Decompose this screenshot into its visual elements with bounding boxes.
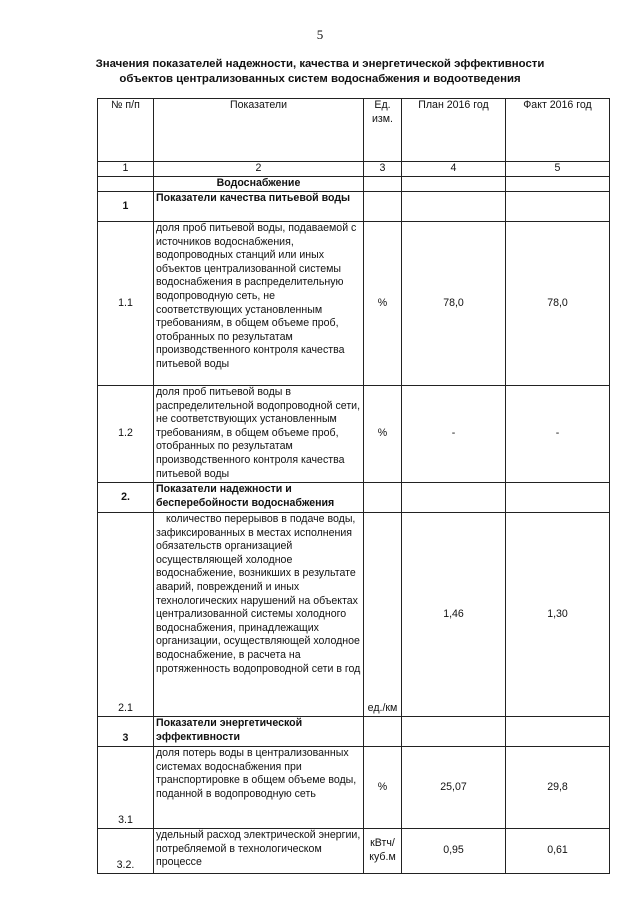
title-line-2: объектов централизованных систем водоснабжения и водоотведения xyxy=(119,73,521,85)
row-plan: 1,46 xyxy=(402,513,506,717)
row-unit: кВтч/ куб.м xyxy=(364,829,402,874)
section-row xyxy=(98,177,610,192)
document-title xyxy=(0,57,640,87)
group-title: Показатели надежности и бесперебойности водоснабжения xyxy=(154,483,364,513)
group-number: 1 xyxy=(98,192,154,222)
header-number: № п/п xyxy=(98,99,154,162)
table-header-row xyxy=(98,99,610,162)
indicators-table xyxy=(97,98,610,874)
row-plan: 78,0 xyxy=(402,222,506,386)
row-fact: 29,8 xyxy=(506,747,610,829)
table-row xyxy=(98,747,610,829)
header-indicator: Показатели xyxy=(154,99,364,162)
row-fact: 78,0 xyxy=(506,222,610,386)
row-plan: 0,95 xyxy=(402,829,506,874)
row-number: 1.2 xyxy=(98,386,154,483)
header-plan: План 2016 год xyxy=(402,99,506,162)
row-unit: % xyxy=(364,386,402,483)
row-unit: % xyxy=(364,222,402,386)
row-text: количество перерывов в подаче воды, зафиксированных в местах исполнения обязательств организацией осуществляющей холодное водоснабжение, возникших в результате аварий, повреждений и иных технологических нарушений на объектах централизованной системы холодного водоснабжения, принадлежащих организации, осуществляющей холодное водоснабжение, в расчета на протяженность водопроводной сети в год xyxy=(154,513,364,717)
row-text: доля потерь воды в централизованных системах водоснабжения при транспортировке в общем объеме воды, поданной в водопроводную сеть xyxy=(154,747,364,829)
section-title: Водоснабжение xyxy=(154,177,364,192)
column-number: 2 xyxy=(154,162,364,177)
group-row xyxy=(98,483,610,513)
header-fact: Факт 2016 год xyxy=(506,99,610,162)
row-unit: ед./км xyxy=(364,513,402,717)
header-unit: Ед. изм. xyxy=(364,99,402,162)
table-row xyxy=(98,386,610,483)
group-title: Показатели качества питьевой воды xyxy=(154,192,364,222)
table-row xyxy=(98,513,610,717)
row-plan: - xyxy=(402,386,506,483)
table-row xyxy=(98,829,610,874)
row-number: 1.1 xyxy=(98,222,154,386)
row-text: доля проб питьевой воды в распределительной водопроводной сети, не соответствующих установленным требованиям, в общем объеме проб, отобранных по результатам производственного контроля качества питьевой воды xyxy=(154,386,364,483)
row-fact: 1,30 xyxy=(506,513,610,717)
row-plan: 25,07 xyxy=(402,747,506,829)
group-number: 2. xyxy=(98,483,154,513)
title-line-1: Значения показателей надежности, качества и энергетической эффективности xyxy=(95,58,545,70)
column-number: 1 xyxy=(98,162,154,177)
row-unit: % xyxy=(364,747,402,829)
group-number: 3 xyxy=(98,717,154,747)
group-row xyxy=(98,717,610,747)
row-number: 3.2. xyxy=(98,829,154,874)
row-text: доля проб питьевой воды, подаваемой с источников водоснабжения, водопроводных станций или иных объектов централизованной системы водоснабжения в распределительную водопроводную сеть, не соответствующих установленным требованиям, в общем объеме проб, отобранных по результатам производственного контроля качества питьевой воды xyxy=(154,222,364,386)
table-row xyxy=(98,222,610,386)
row-number: 3.1 xyxy=(98,747,154,829)
row-fact: 0,61 xyxy=(506,829,610,874)
column-number: 4 xyxy=(402,162,506,177)
row-number: 2.1 xyxy=(98,513,154,717)
column-number-row xyxy=(98,162,610,177)
row-text: удельный расход электрической энергии, потребляемой в технологическом процессе xyxy=(154,829,364,874)
page-number: 5 xyxy=(316,27,324,42)
row-fact: - xyxy=(506,386,610,483)
group-row xyxy=(98,192,610,222)
column-number: 3 xyxy=(364,162,402,177)
column-number: 5 xyxy=(506,162,610,177)
group-title: Показатели энергетической эффективности xyxy=(154,717,364,747)
